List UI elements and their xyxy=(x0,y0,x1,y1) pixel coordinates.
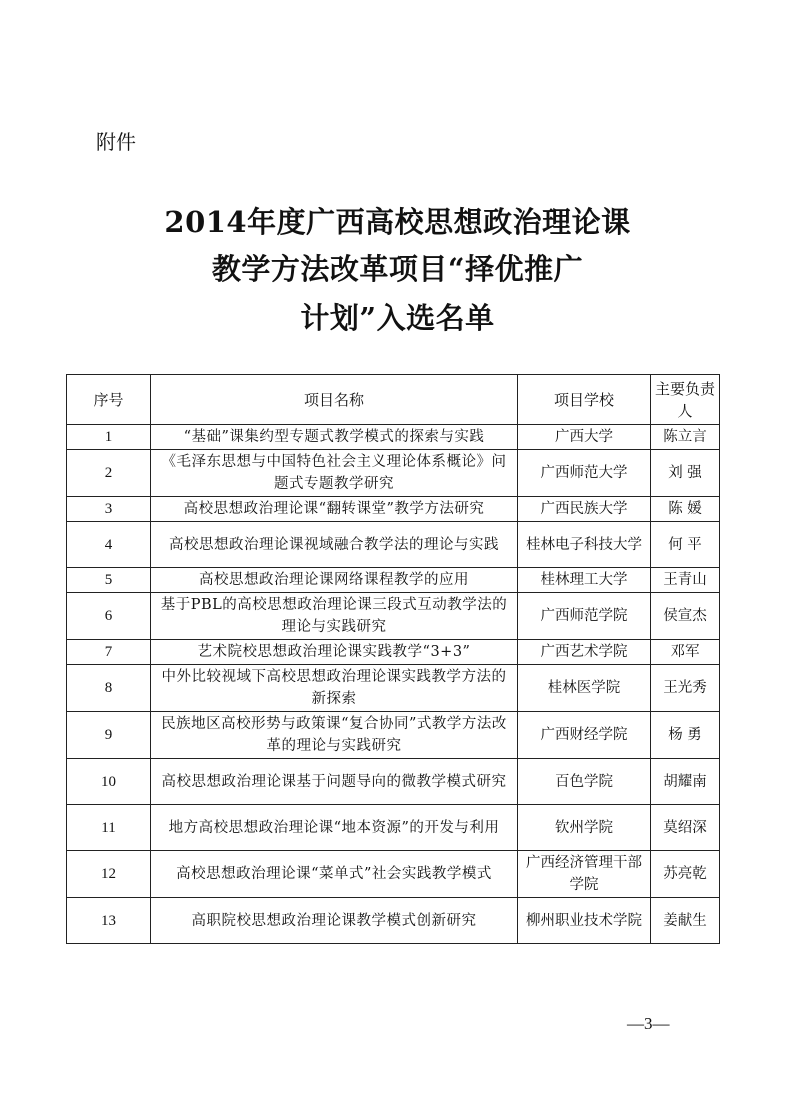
title-line-2: 教学方法改革项目“择优推广 xyxy=(211,252,584,286)
attachment-label: 附件 xyxy=(96,130,136,154)
row-no: 6 xyxy=(67,593,151,640)
row-leader: 姜献生 xyxy=(651,898,720,944)
table-row xyxy=(67,425,720,450)
row-no: 12 xyxy=(67,851,151,898)
row-school: 广西师范大学 xyxy=(518,450,651,497)
row-no: 1 xyxy=(67,425,151,450)
header-school: 项目学校 xyxy=(518,375,651,425)
row-project-name: 基于PBL的高校思想政治理论课三段式互动教学法的理论与实践研究 xyxy=(151,593,518,640)
row-leader: 陈立言 xyxy=(651,425,720,450)
header-name: 项目名称 xyxy=(151,375,518,425)
table-row xyxy=(67,759,720,805)
row-no: 4 xyxy=(67,522,151,568)
table-row xyxy=(67,450,720,497)
row-project-name: 地方高校思想政治理论课“地本资源”的开发与利用 xyxy=(151,805,518,851)
row-no: 9 xyxy=(67,712,151,759)
title-line-3: 计划”入选名单 xyxy=(300,301,495,335)
row-project-name: “基础”课集约型专题式教学模式的探索与实践 xyxy=(151,425,518,450)
row-no: 11 xyxy=(67,805,151,851)
row-leader: 王青山 xyxy=(651,568,720,593)
row-leader: 杨 勇 xyxy=(651,712,720,759)
row-school: 桂林电子科技大学 xyxy=(518,522,651,568)
row-leader: 何 平 xyxy=(651,522,720,568)
row-leader: 苏亮乾 xyxy=(651,851,720,898)
row-no: 3 xyxy=(67,497,151,522)
project-list-table xyxy=(66,374,720,944)
row-no: 8 xyxy=(67,665,151,712)
table-row xyxy=(67,593,720,640)
table-row xyxy=(67,712,720,759)
row-project-name: 《毛泽东思想与中国特色社会主义理论体系概论》问题式专题教学研究 xyxy=(151,450,518,497)
row-school: 百色学院 xyxy=(518,759,651,805)
header-leader: 主要负责人 xyxy=(651,375,720,425)
row-school: 桂林医学院 xyxy=(518,665,651,712)
row-project-name: 高校思想政治理论课视域融合教学法的理论与实践 xyxy=(151,522,518,568)
row-no: 13 xyxy=(67,898,151,944)
table-row xyxy=(67,805,720,851)
table-row xyxy=(67,522,720,568)
row-school: 桂林理工大学 xyxy=(518,568,651,593)
row-project-name: 高职院校思想政治理论课教学模式创新研究 xyxy=(151,898,518,944)
row-school: 广西师范学院 xyxy=(518,593,651,640)
row-school: 广西经济管理干部学院 xyxy=(518,851,651,898)
row-school: 钦州学院 xyxy=(518,805,651,851)
title-line-1: 2014年度广西高校思想政治理论课 xyxy=(164,205,631,239)
table-header-row xyxy=(67,375,720,425)
row-school: 广西艺术学院 xyxy=(518,640,651,665)
row-project-name: 高校思想政治理论课“翻转课堂”教学方法研究 xyxy=(151,497,518,522)
row-school: 广西财经学院 xyxy=(518,712,651,759)
row-leader: 侯宣杰 xyxy=(651,593,720,640)
table-row xyxy=(67,665,720,712)
row-leader: 邓军 xyxy=(651,640,720,665)
page-number: —3— xyxy=(627,1014,670,1033)
row-school: 广西民族大学 xyxy=(518,497,651,522)
row-no: 7 xyxy=(67,640,151,665)
row-project-name: 艺术院校思想政治理论课实践教学“3+3” xyxy=(151,640,518,665)
row-no: 2 xyxy=(67,450,151,497)
header-no: 序号 xyxy=(67,375,151,425)
table-row xyxy=(67,898,720,944)
row-leader: 莫绍深 xyxy=(651,805,720,851)
table-row xyxy=(67,568,720,593)
row-project-name: 中外比较视域下高校思想政治理论课实践教学方法的新探索 xyxy=(151,665,518,712)
row-project-name: 高校思想政治理论课“菜单式”社会实践教学模式 xyxy=(151,851,518,898)
row-leader: 陈 媛 xyxy=(651,497,720,522)
table-row xyxy=(67,640,720,665)
row-project-name: 民族地区高校形势与政策课“复合协同”式教学方法改革的理论与实践研究 xyxy=(151,712,518,759)
table-row xyxy=(67,497,720,522)
row-project-name: 高校思想政治理论课基于问题导向的微教学模式研究 xyxy=(151,759,518,805)
table-body xyxy=(67,425,720,944)
table-row xyxy=(67,851,720,898)
row-leader: 胡耀南 xyxy=(651,759,720,805)
row-school: 广西大学 xyxy=(518,425,651,450)
row-leader: 刘 强 xyxy=(651,450,720,497)
row-school: 柳州职业技术学院 xyxy=(518,898,651,944)
row-leader: 王光秀 xyxy=(651,665,720,712)
row-project-name: 高校思想政治理论课网络课程教学的应用 xyxy=(151,568,518,593)
row-no: 10 xyxy=(67,759,151,805)
row-no: 5 xyxy=(67,568,151,593)
